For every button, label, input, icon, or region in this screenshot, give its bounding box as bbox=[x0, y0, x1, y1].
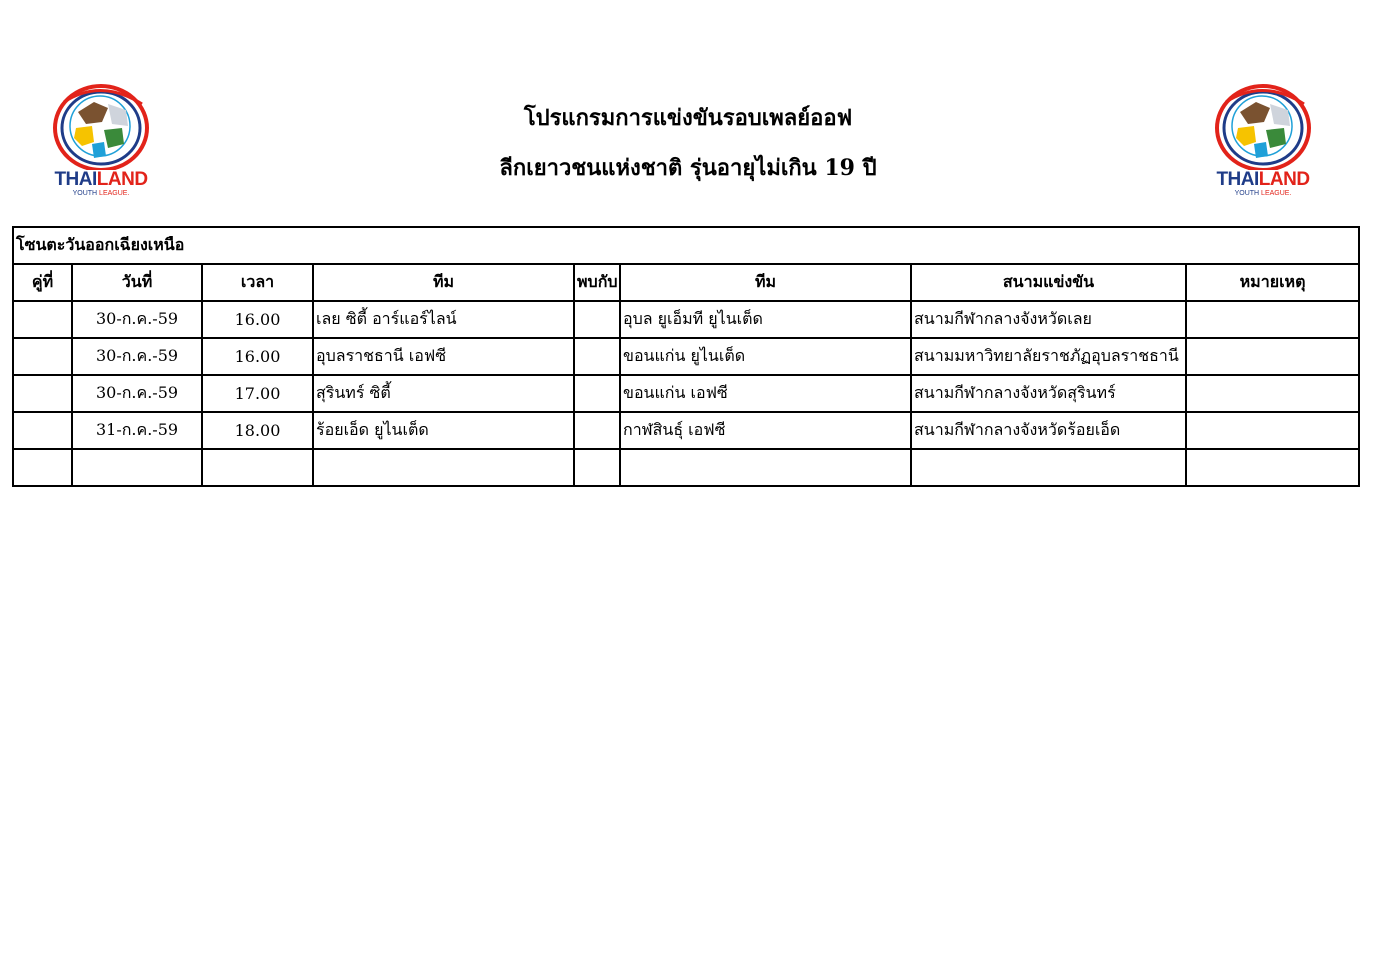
logo-wordmark: THAILAND bbox=[54, 169, 148, 190]
table-row bbox=[13, 375, 1359, 412]
time-cell: 16.00 bbox=[202, 301, 313, 338]
column-header-versus: พบกับ bbox=[574, 264, 620, 301]
match-no-cell bbox=[13, 301, 72, 338]
home-team-cell: สุรินทร์ ซิตี้ bbox=[313, 375, 574, 412]
column-header-time: เวลา bbox=[202, 264, 313, 301]
time-cell: 16.00 bbox=[202, 338, 313, 375]
home-team-cell: ร้อยเอ็ด ยูไนเต็ด bbox=[313, 412, 574, 449]
versus-cell bbox=[574, 412, 620, 449]
home-team-cell: เลย ซิตี้ อาร์แอร์ไลน์ bbox=[313, 301, 574, 338]
versus-cell bbox=[574, 375, 620, 412]
column-header-match-no: คู่ที่ bbox=[13, 264, 72, 301]
page-title: โปรแกรมการแข่งขันรอบเพลย์ออฟ bbox=[523, 105, 853, 131]
venue-cell: สนามกีฬากลางจังหวัดสุรินทร์ bbox=[911, 375, 1186, 412]
table-row bbox=[13, 338, 1359, 375]
date-cell: 31-ก.ค.-59 bbox=[72, 412, 202, 449]
time-cell bbox=[202, 449, 313, 486]
logo-subtitle: YOUTH LEAGUE. bbox=[72, 190, 130, 197]
table-row bbox=[13, 449, 1359, 486]
date-cell: 30-ก.ค.-59 bbox=[72, 338, 202, 375]
versus-cell bbox=[574, 449, 620, 486]
date-cell bbox=[72, 449, 202, 486]
note-cell bbox=[1186, 301, 1359, 338]
match-no-cell bbox=[13, 338, 72, 375]
column-header-home-team: ทีม bbox=[313, 264, 574, 301]
venue-cell: สนามมหาวิทยาลัยราชภัฏอุบลราชธานี bbox=[911, 338, 1186, 375]
date-cell: 30-ก.ค.-59 bbox=[72, 375, 202, 412]
table-row bbox=[13, 412, 1359, 449]
match-no-cell bbox=[13, 449, 72, 486]
match-no-cell bbox=[13, 412, 72, 449]
logo-subtitle: YOUTH LEAGUE. bbox=[1234, 190, 1292, 197]
away-team-cell: กาฬสินธุ์ เอฟซี bbox=[620, 412, 911, 449]
table-row bbox=[13, 301, 1359, 338]
versus-cell bbox=[574, 301, 620, 338]
note-cell bbox=[1186, 449, 1359, 486]
date-cell: 30-ก.ค.-59 bbox=[72, 301, 202, 338]
page-subtitle: ลีกเยาวชนแห่งชาติ รุ่นอายุไม่เกิน 19 ปี bbox=[499, 155, 877, 181]
home-team-cell bbox=[313, 449, 574, 486]
away-team-cell: ขอนแก่น เอฟซี bbox=[620, 375, 911, 412]
time-cell: 17.00 bbox=[202, 375, 313, 412]
logo-wordmark: THAILAND bbox=[1216, 169, 1310, 190]
note-cell bbox=[1186, 412, 1359, 449]
venue-cell: สนามกีฬากลางจังหวัดร้อยเอ็ด bbox=[911, 412, 1186, 449]
time-cell: 18.00 bbox=[202, 412, 313, 449]
header-row bbox=[13, 264, 1359, 301]
zone-row bbox=[13, 227, 1359, 264]
versus-cell bbox=[574, 338, 620, 375]
zone-label: โซนตะวันออกเฉียงเหนือ bbox=[13, 227, 1359, 264]
away-team-cell: อุบล ยูเอ็มที ยูไนเต็ด bbox=[620, 301, 911, 338]
column-header-note: หมายเหตุ bbox=[1186, 264, 1359, 301]
away-team-cell bbox=[620, 449, 911, 486]
schedule-table bbox=[12, 226, 1360, 487]
away-team-cell: ขอนแก่น ยูไนเต็ด bbox=[620, 338, 911, 375]
match-no-cell bbox=[13, 375, 72, 412]
venue-cell bbox=[911, 449, 1186, 486]
venue-cell: สนามกีฬากลางจังหวัดเลย bbox=[911, 301, 1186, 338]
column-header-away-team: ทีม bbox=[620, 264, 911, 301]
note-cell bbox=[1186, 338, 1359, 375]
note-cell bbox=[1186, 375, 1359, 412]
column-header-venue: สนามแข่งขัน bbox=[911, 264, 1186, 301]
column-header-date: วันที่ bbox=[72, 264, 202, 301]
home-team-cell: อุบลราชธานี เอฟซี bbox=[313, 338, 574, 375]
